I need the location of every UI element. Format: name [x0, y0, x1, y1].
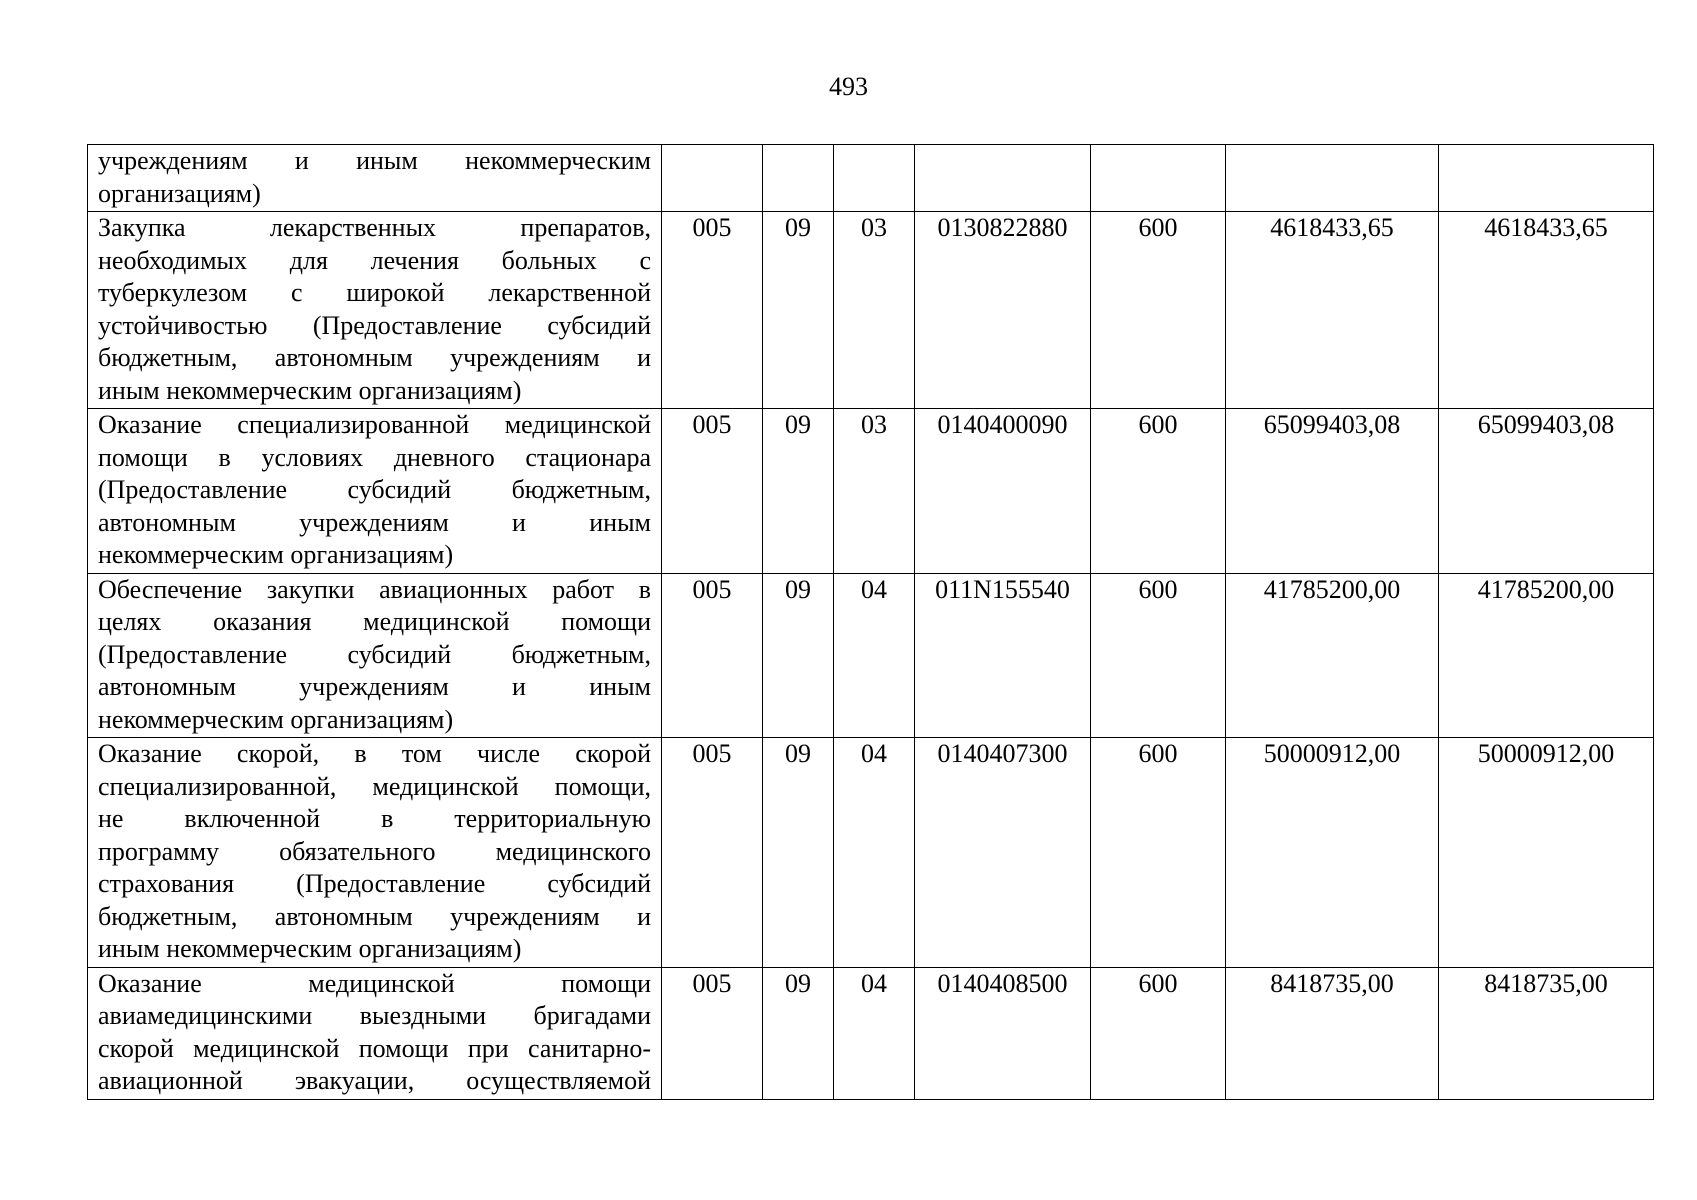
section-code-cell: 09 [763, 573, 834, 738]
table-row [88, 212, 1654, 409]
description-line: некоммерческим организациям) [98, 704, 454, 734]
description-line: помощи в условиях дневного стационара [98, 442, 651, 472]
expense-type-cell: 600 [1091, 212, 1226, 409]
amount-cell: 50000912,00 [1439, 738, 1654, 968]
expense-type-cell: 600 [1091, 967, 1226, 1099]
amount-cell: 50000912,00 [1226, 738, 1439, 968]
description-line: иным некоммерческим организациям) [98, 375, 522, 405]
description-line: автономным учреждениям и иным [98, 672, 651, 701]
section-code-cell: 09 [763, 967, 834, 1099]
grbs-code-cell: 005 [662, 967, 763, 1099]
description-line: устойчивостью (Предоставление субсидий [98, 310, 651, 340]
description-line: некоммерческим организациям) [98, 540, 454, 569]
description-line: целях оказания медицинской помощи [98, 607, 651, 636]
description-line: Обеспечение закупки авиационных работ в [98, 574, 651, 604]
amount-cell: 41785200,00 [1439, 573, 1654, 738]
description-line: Оказание специализированной медицинской [98, 410, 651, 439]
section-code-cell: 09 [763, 212, 834, 409]
amount-cell: 4618433,65 [1439, 212, 1654, 409]
description-line: скорой медицинской помощи при санитарно- [98, 1033, 651, 1063]
target-article-cell: 0140408500 [915, 967, 1091, 1099]
subsection-code-cell: 03 [834, 409, 915, 574]
table-row [88, 573, 1654, 738]
amount-cell: 65099403,08 [1226, 409, 1439, 574]
description-line: бюджетным, автономным учреждениям и [98, 901, 651, 931]
description-line: авиамедицинскими выездными бригадами [98, 1001, 651, 1030]
expense-type-cell: 600 [1091, 573, 1226, 738]
grbs-code-cell [662, 145, 763, 212]
section-code-cell: 09 [763, 409, 834, 574]
section-code-cell: 09 [763, 738, 834, 968]
description-line: не включенной в территориальную [98, 804, 651, 833]
description-cell [88, 212, 662, 409]
subsection-code-cell: 03 [834, 212, 915, 409]
description-line: необходимых для лечения больных с [98, 245, 651, 275]
description-line: организациям) [98, 178, 261, 208]
description-cell [88, 409, 662, 574]
amount-cell: 41785200,00 [1226, 573, 1439, 738]
description-cell [88, 738, 662, 968]
amount-cell [1226, 145, 1439, 212]
description-line: программу обязательного медицинского [98, 836, 651, 866]
subsection-code-cell: 04 [834, 738, 915, 968]
subsection-code-cell: 04 [834, 573, 915, 738]
grbs-code-cell: 005 [662, 573, 763, 738]
target-article-cell: 0140407300 [915, 738, 1091, 968]
table-row [88, 967, 1654, 1099]
grbs-code-cell: 005 [662, 738, 763, 968]
target-article-cell: 0140400090 [915, 409, 1091, 574]
description-line: страхования (Предоставление субсидий [98, 869, 651, 898]
description-line: бюджетным, автономным учреждениям и [98, 343, 651, 372]
amount-cell: 8418735,00 [1439, 967, 1654, 1099]
description-line: Оказание медицинской помощи [98, 968, 651, 998]
description-cell [88, 967, 662, 1099]
expense-type-cell: 600 [1091, 738, 1226, 968]
expense-type-cell [1091, 145, 1226, 212]
description-line: (Предоставление субсидий бюджетным, [98, 475, 651, 504]
description-cell [88, 573, 662, 738]
grbs-code-cell: 005 [662, 409, 763, 574]
description-line: авиационной эвакуации, осуществляемой [98, 1066, 651, 1095]
amount-cell: 4618433,65 [1226, 212, 1439, 409]
subsection-code-cell: 04 [834, 967, 915, 1099]
section-code-cell [763, 145, 834, 212]
description-line: Оказание скорой, в том числе скорой [98, 739, 651, 768]
description-line: (Предоставление субсидий бюджетным, [98, 639, 651, 669]
table-row [88, 409, 1654, 574]
description-line: Закупка лекарственных препаратов, [98, 213, 651, 242]
budget-table [87, 144, 1654, 1100]
description-line: автономным учреждениям и иным [98, 507, 651, 537]
description-line: иным некоммерческим организациям) [98, 934, 522, 963]
amount-cell: 65099403,08 [1439, 409, 1654, 574]
table-row [88, 738, 1654, 968]
target-article-cell [915, 145, 1091, 212]
description-line: туберкулезом с широкой лекарственной [98, 278, 651, 307]
description-line: специализированной, медицинской помощи, [98, 771, 651, 801]
budget-table-body [88, 145, 1654, 1100]
amount-cell [1439, 145, 1654, 212]
expense-type-cell: 600 [1091, 409, 1226, 574]
description-line: учреждениям и иным некоммерческим [98, 146, 651, 175]
description-cell [88, 145, 662, 212]
grbs-code-cell: 005 [662, 212, 763, 409]
table-row [88, 145, 1654, 212]
target-article-cell: 011N155540 [915, 573, 1091, 738]
page-number: 493 [829, 72, 868, 101]
amount-cell: 8418735,00 [1226, 967, 1439, 1099]
subsection-code-cell [834, 145, 915, 212]
target-article-cell: 0130822880 [915, 212, 1091, 409]
